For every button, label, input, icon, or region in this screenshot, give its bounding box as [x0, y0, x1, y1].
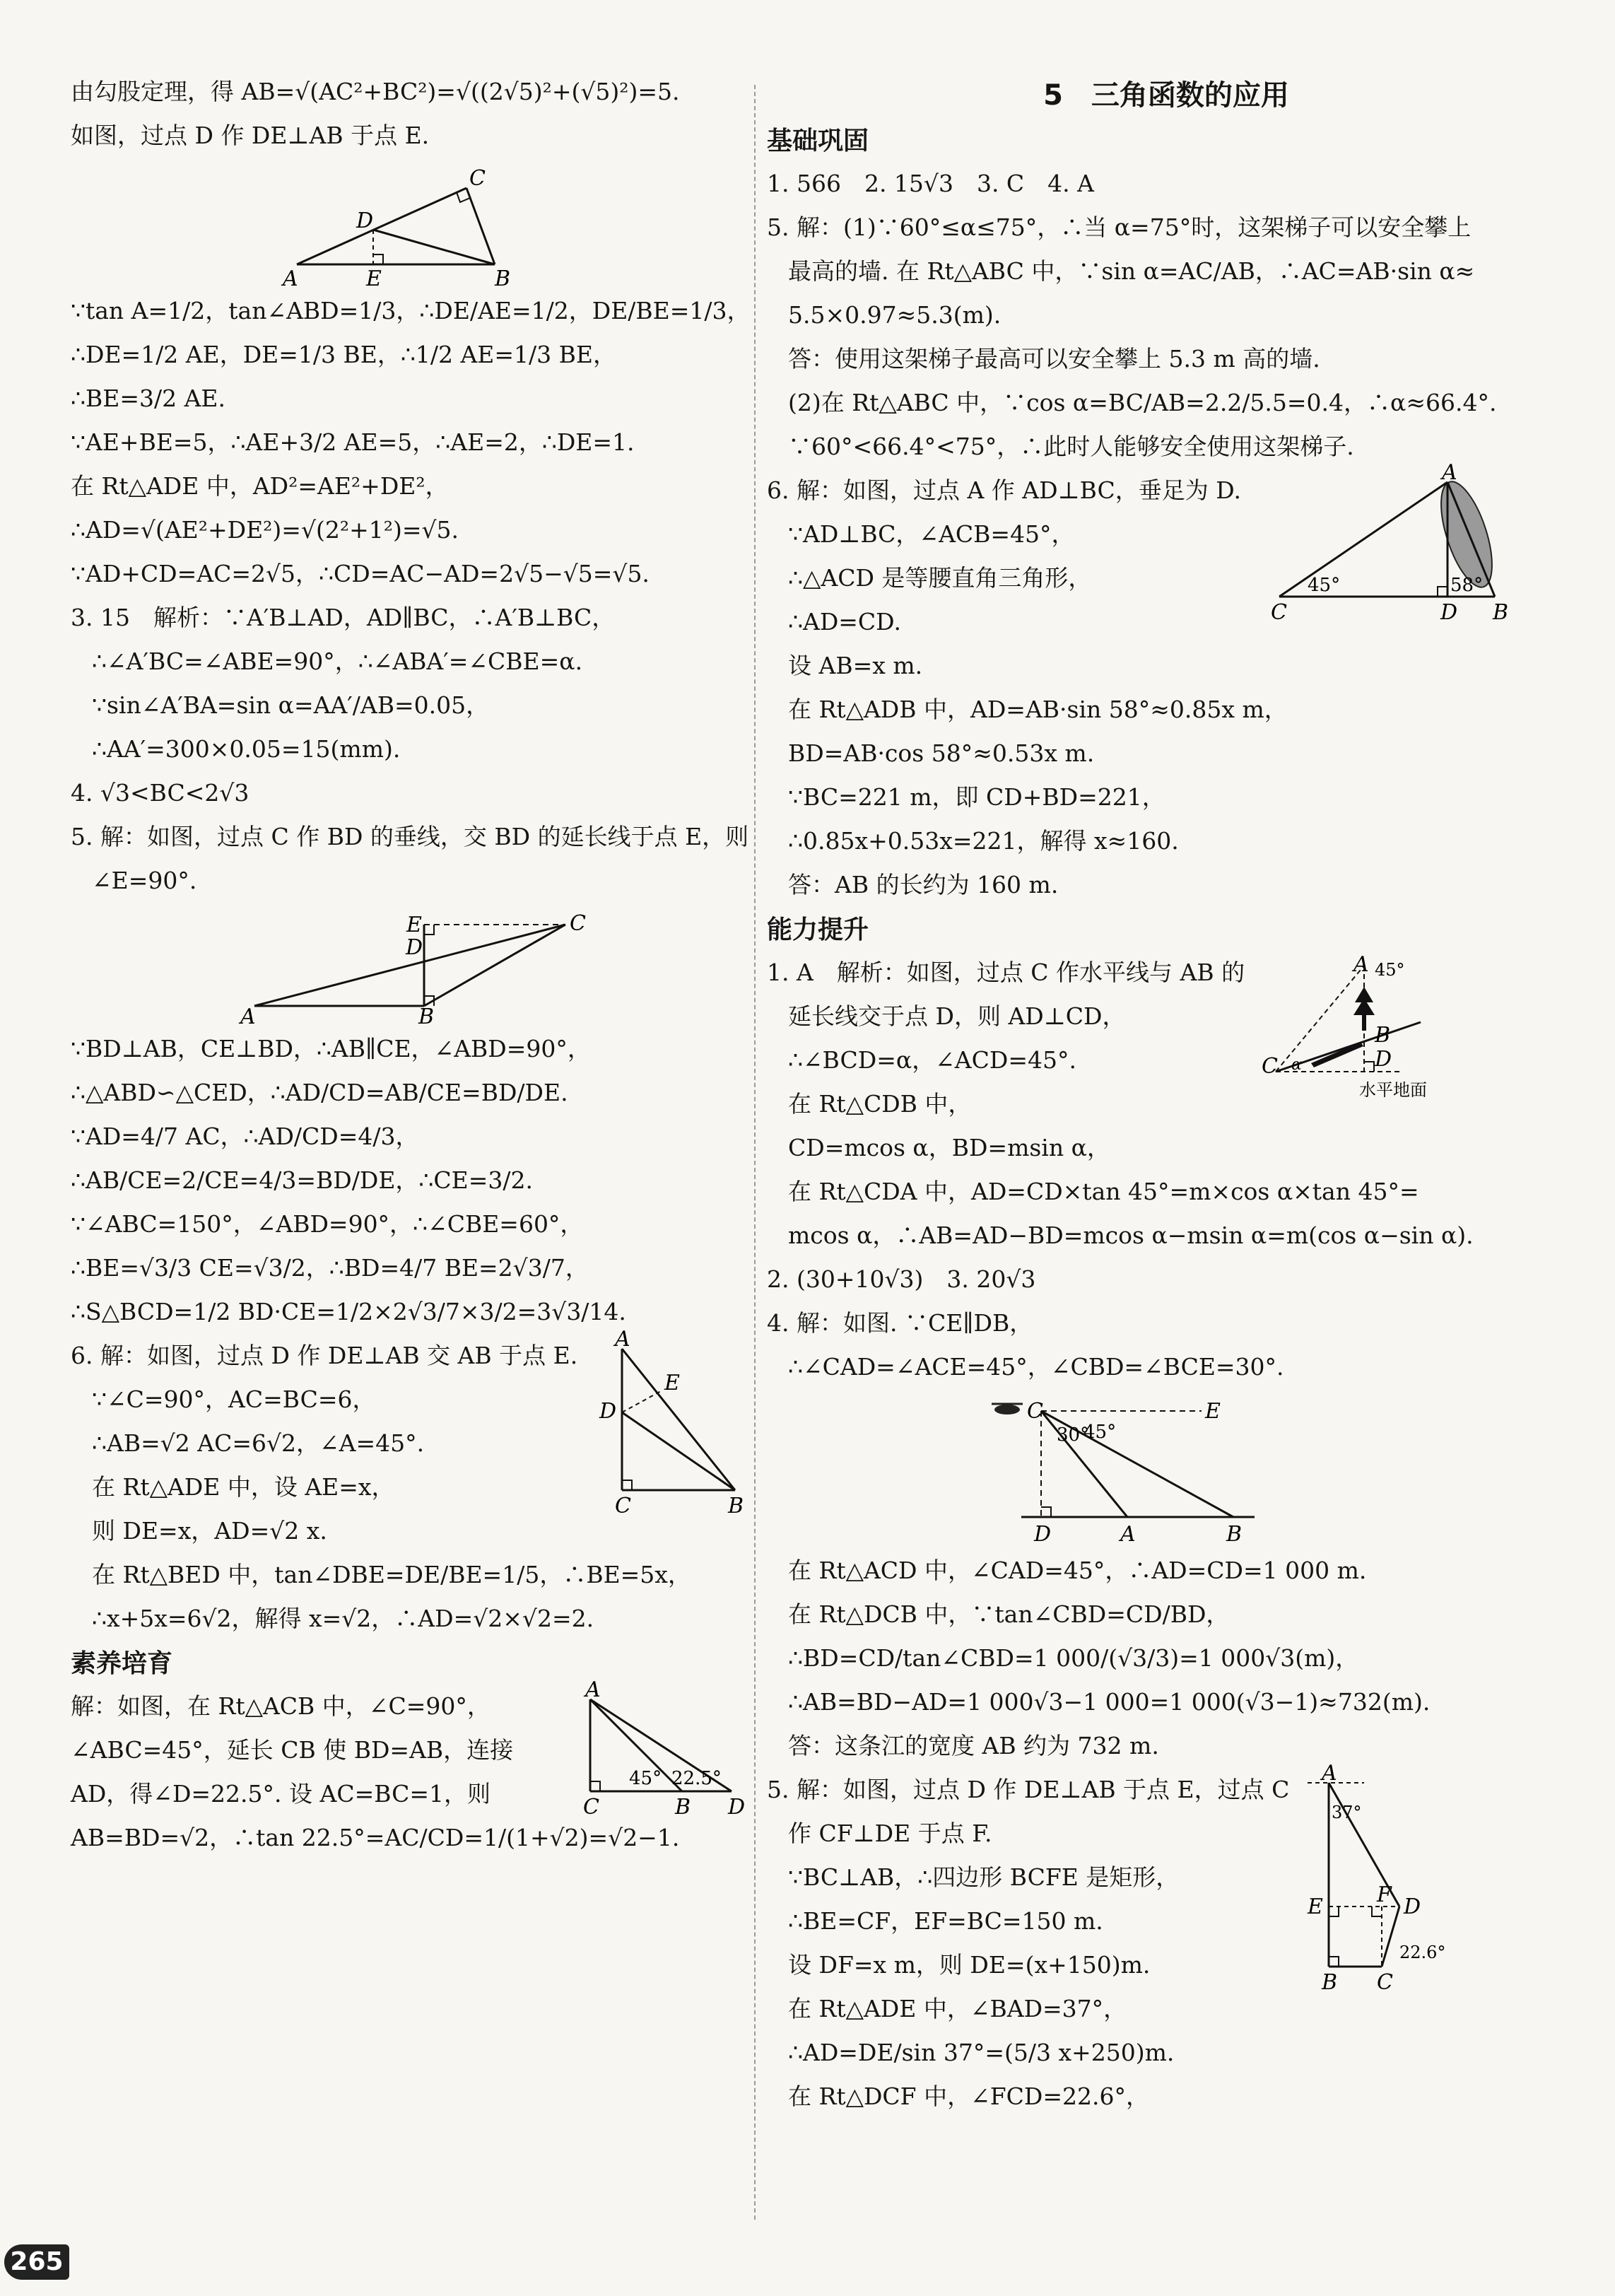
text-line: ∴BE=√3/3 CE=√3/2，∴BD=4/7 BE=2√3/7，	[71, 1254, 589, 1282]
right-angle-mark	[1372, 1906, 1382, 1916]
label-d: D	[1404, 1894, 1421, 1919]
text-line: AB=BD=√2，∴tan 22.5°=AC/CD=1/(1+√2)=√2−1.	[71, 1824, 680, 1851]
text-line: 则 DE=x，AD=√2 x.	[92, 1517, 327, 1545]
text-line: ∴x+5x=6√2，解得 x=√2，∴AD=√2×√2=2.	[92, 1605, 594, 1632]
right-angle-mark	[1041, 1507, 1051, 1517]
text-line: 在 Rt△ADB 中，AD=AB·sin 58°≈0.85x m，	[788, 696, 1288, 723]
text-line: ∵sin∠A′BA=sin α=AA′/AB=0.05，	[92, 691, 490, 719]
text-line: 在 Rt△ACD 中，∠CAD=45°，∴AD=CD=1 000 m.	[788, 1557, 1367, 1584]
text-line: 4. 解：如图. ∵CE∥DB，	[767, 1309, 1033, 1337]
text-line: ∠ABC=45°，延长 CB 使 BD=AB，连接	[71, 1736, 514, 1764]
label-d: D	[728, 1795, 746, 1820]
ability-block	[767, 952, 1566, 1760]
text-line: ∵∠C=90°，AC=BC=6，	[92, 1386, 376, 1413]
text-line: 5. 解：如图，过点 C 作 BD 的垂线，交 BD 的延长线于点 E，则	[71, 823, 749, 850]
text-line: ∴BD=CD/tan∠CBD=1 000/(√3/3)=1 000√3(m)，	[788, 1644, 1359, 1672]
text-line: 4. √3<BC<2√3	[71, 779, 249, 807]
segment-cd	[1382, 1906, 1399, 1967]
angle-label: α	[1291, 1056, 1302, 1074]
text-line: 由勾股定理，得 AB=√(AC²+BC²)=√((2√5)²+(√5)²)=5.	[71, 78, 680, 105]
column-divider	[754, 85, 756, 2220]
text-line: 6. 解：如图，过点 A 作 AD⊥BC，垂足为 D.	[767, 476, 1241, 504]
text-line: ∵∠ABC=150°，∠ABD=90°，∴∠CBE=60°，	[71, 1210, 584, 1238]
label-f: F	[1377, 1882, 1392, 1907]
label-b: B	[418, 1004, 435, 1029]
text-line: ∴∠BCD=α，∠ACD=45°.	[788, 1046, 1076, 1074]
label-c: C	[1271, 600, 1287, 625]
question-5-block	[767, 1761, 1566, 2111]
text-line: 设 AB=x m.	[788, 652, 923, 679]
label-d: D	[1440, 600, 1458, 625]
figure-triangle-ade	[71, 165, 742, 291]
right-angle-mark	[1329, 1957, 1339, 1967]
text-line: 5. 解：如图，过点 D 作 DE⊥AB 于点 E，过点 C	[767, 1776, 1290, 1803]
section-heading: 能力提升	[767, 915, 869, 944]
label-b: B	[1493, 600, 1509, 625]
label-a: A	[283, 266, 298, 291]
text-line: 解：如图，在 Rt△ACB 中，∠C=90°，	[71, 1692, 491, 1720]
label-a: A	[1353, 952, 1369, 977]
section-heading: 素养培育	[71, 1649, 173, 1678]
text-line: 在 Rt△ADE 中，∠BAD=37°，	[788, 1995, 1127, 2022]
label-c: C	[1377, 1970, 1393, 1995]
text-line: 在 Rt△BED 中，tan∠DBE=DE/BE=1/5，∴BE=5x，	[92, 1561, 691, 1588]
text-line: 5.5×0.97≈5.3(m).	[788, 301, 1002, 329]
label-d: D	[1034, 1522, 1052, 1547]
label-d: D	[1375, 1047, 1392, 1072]
right-angle-mark	[590, 1781, 600, 1791]
text-line: 在 Rt△DCB 中，∵tan∠CBD=CD/BD，	[788, 1600, 1230, 1628]
right-angle-mark	[622, 1480, 632, 1490]
text-line: ∵BD⊥AB，CE⊥BD，∴AB∥CE，∠ABD=90°，	[71, 1035, 591, 1062]
angle-label: 22.5°	[671, 1768, 722, 1789]
label-c: C	[583, 1795, 599, 1820]
figure-quadrilateral-abce	[71, 910, 742, 1029]
label-e: E	[1205, 1399, 1221, 1424]
text-line: 答：使用这架梯子最高可以安全攀上 5.3 m 高的墙.	[788, 345, 1320, 373]
label-e: E	[406, 913, 422, 937]
text-line: ∵60°<66.4°<75°，∴此时人能够安全使用这架梯子.	[788, 433, 1354, 460]
text-line: ∴AB/CE=2/CE=4/3=BD/DE，∴CE=3/2.	[71, 1166, 534, 1194]
segment-ca	[1279, 482, 1447, 597]
text-line: ∴∠CAD=∠ACE=45°，∠CBD=∠BCE=30°.	[788, 1353, 1284, 1381]
text-line: ∴AB=√2 AC=6√2，∠A=45°.	[92, 1429, 425, 1457]
text-line: 6. 解：如图，过点 D 作 DE⊥AB 交 AB 于点 E.	[71, 1342, 578, 1369]
text-line: ∴BE=3/2 AE.	[71, 385, 225, 412]
label-b: B	[1226, 1522, 1243, 1547]
label-a: A	[240, 1004, 256, 1029]
label-b: B	[675, 1795, 691, 1820]
left-column	[71, 78, 751, 1868]
text-line: BD=AB·cos 58°≈0.53x m.	[788, 739, 1095, 767]
text-line: ∵AD⊥BC，∠ACB=45°，	[788, 520, 1075, 548]
text-line: 答：这条江的宽度 AB 约为 732 m.	[788, 1732, 1159, 1759]
text-line: ∵tan A=1/2，tan∠ABD=1/3，∴DE/AE=1/2，DE/BE=1/3，	[71, 297, 751, 324]
shadow-shape	[1311, 1042, 1363, 1067]
text-line: 在 Rt△CDA 中，AD=CD×tan 45°=m×cos α×tan 45°=	[788, 1178, 1419, 1205]
text-line: ∵AE+BE=5，∴AE+3/2 AE=5，∴AE=2，∴DE=1.	[71, 428, 635, 456]
figure-slope-tree	[1262, 952, 1452, 1107]
text-line: ∴AD=√(AE²+DE²)=√(2²+1²)=√5.	[71, 516, 459, 544]
figure-quadrilateral-abcd	[1293, 1761, 1463, 1995]
text-line: ∴∠A′BC=∠ABE=90°，∴∠ABA′=∠CBE=α.	[92, 648, 583, 675]
right-angle-mark	[424, 925, 434, 935]
suyang-block	[71, 1677, 746, 1852]
right-angle-mark	[1438, 587, 1447, 597]
text-line: 在 Rt△ADE 中，AD²=AE²+DE²，	[71, 472, 449, 500]
text-line: ∵AD+CD=AC=2√5，∴CD=AC−AD=2√5−√5=√5.	[71, 560, 650, 587]
text-line: 设 DF=x m，则 DE=(x+150)m.	[788, 1951, 1151, 1979]
segment-db	[622, 1412, 735, 1490]
label-a: A	[585, 1677, 601, 1702]
ground-label: 水平地面	[1359, 1080, 1427, 1100]
text-line: 最高的墙. 在 Rt△ABC 中，∵sin α=AC/AB，∴AC=AB·sin α≈	[788, 257, 1475, 285]
label-b: B	[495, 266, 511, 291]
text-line: mcos α，∴AB=AD−BD=mcos α−msin α=m(cos α−sin α).	[788, 1222, 1474, 1249]
label-b: B	[1322, 1970, 1338, 1995]
right-column	[767, 78, 1566, 2126]
label-a: A	[615, 1327, 630, 1352]
label-b: B	[728, 1494, 744, 1518]
text-line: ∴BE=CF，EF=BC=150 m.	[788, 1907, 1103, 1935]
label-e: E	[1308, 1894, 1323, 1919]
figure-7-svg	[767, 1397, 1566, 1545]
page-number: 265	[4, 2244, 69, 2280]
label-b: B	[1375, 1023, 1391, 1048]
label-a: A	[1120, 1522, 1136, 1547]
right-angle-mark	[1329, 1906, 1339, 1916]
segment-db	[373, 230, 495, 264]
text-line: 延长线交于点 D，则 AD⊥CD，	[788, 1002, 1126, 1030]
chapter-title: 5 三角函数的应用	[1043, 79, 1289, 112]
helicopter-icon	[994, 1405, 1020, 1414]
text-line: ∴AB=BD−AD=1 000√3−1 000=1 000(√3−1)≈732(m).	[788, 1688, 1431, 1716]
right-angle-mark	[1364, 1062, 1374, 1072]
section-heading: 基础巩固	[767, 127, 869, 156]
text-line: ∠E=90°.	[92, 867, 197, 894]
text-line: ∴S△BCD=1/2 BD·CE=1/2×2√3/7×3/2=3√3/14.	[71, 1298, 626, 1325]
text-line: (2)在 Rt△ABC 中，∵cos α=BC/AB=2.2/5.5=0.4，∴α≈66.4°.	[788, 389, 1497, 416]
text-line: 在 Rt△ADE 中，设 AE=x，	[92, 1473, 395, 1501]
label-e: E	[366, 266, 382, 291]
label-a: A	[1322, 1761, 1337, 1786]
label-e: E	[664, 1371, 680, 1395]
text-line: ∴AD=CD.	[788, 608, 901, 636]
label-c: C	[469, 166, 486, 191]
label-d: D	[406, 935, 423, 960]
text-line: ∴AD=DE/sin 37°=(5/3 x+250)m.	[788, 2039, 1175, 2066]
text-line: ∵BC⊥AB，∴四边形 BCFE 是矩形，	[788, 1863, 1180, 1891]
text-line: 作 CF⊥DE 于点 F.	[788, 1820, 992, 1847]
figure-1-svg	[71, 165, 742, 291]
text-line: ∴0.85x+0.53x=221，解得 x≈160.	[788, 827, 1179, 855]
text-line: ∵AD=4/7 AC，∴AD/CD=4/3，	[71, 1123, 419, 1150]
text-line: AD，得∠D=22.5°. 设 AC=BC=1，则	[71, 1780, 491, 1808]
angle-label: 30°	[1057, 1424, 1090, 1446]
segment-ab	[622, 1349, 735, 1490]
angle-label: 45°	[1083, 1422, 1117, 1443]
text-line: ∴AA′=300×0.05=15(mm).	[92, 735, 401, 763]
question-6-block	[767, 460, 1566, 899]
text-line: 答：AB 的长约为 160 m.	[788, 871, 1059, 898]
figure-triangle-acd	[495, 1677, 746, 1820]
text-line: 如图，过点 D 作 DE⊥AB 于点 E.	[71, 122, 430, 149]
label-c: C	[1262, 1054, 1278, 1079]
label-d: D	[599, 1399, 617, 1424]
text-line: ∴△ACD 是等腰直角三角形，	[788, 564, 1092, 592]
label-c: C	[615, 1494, 631, 1518]
text-line: ∴△ABD∽△CED，∴AD/CD=AB/CE=BD/DE.	[71, 1079, 568, 1106]
text-line: 1. A 解析：如图，过点 C 作水平线与 AB 的	[767, 959, 1245, 986]
angle-label: 45°	[1375, 960, 1405, 980]
figure-2-svg	[71, 910, 742, 1029]
right-angle-mark	[373, 254, 383, 264]
label-c: C	[570, 911, 586, 936]
angle-label: 45°	[629, 1768, 662, 1789]
text-line: ∴DE=1/2 AE，DE=1/3 BE，∴1/2 AE=1/3 BE，	[71, 341, 616, 368]
text-line: 在 Rt△DCF 中，∠FCD=22.6°，	[788, 2083, 1149, 2110]
angle-label: 58°	[1450, 575, 1484, 596]
question-6-block	[71, 1327, 744, 1633]
angle-label: 22.6°	[1399, 1943, 1446, 1962]
segment-bc	[424, 925, 565, 1006]
angle-label: 45°	[1308, 575, 1341, 596]
text-line: 1. 566 2. 15√3 3. C 4. A	[767, 170, 1094, 197]
text-line: 在 Rt△CDB 中，	[788, 1090, 972, 1118]
label-c: C	[1027, 1399, 1043, 1424]
text-line: 2. (30+10√3) 3. 20√3	[767, 1265, 1036, 1293]
text-line: ∵BC=221 m，即 CD+BD=221，	[788, 783, 1165, 811]
figure-river-triangle	[1265, 460, 1534, 625]
label-a: A	[1442, 460, 1457, 485]
label-d: D	[356, 209, 374, 233]
text-line: 5. 解：(1)∵60°≤α≤75°，∴当 α=75°时，这架梯子可以安全攀上	[767, 213, 1472, 241]
figure-river-width	[767, 1397, 1566, 1545]
segment-ac	[297, 188, 466, 264]
text-line: 3. 15 解析：∵A′B⊥AD，AD∥BC，∴A′B⊥BC，	[71, 604, 616, 631]
angle-label: 37°	[1332, 1803, 1362, 1822]
text-line: CD=mcos α，BD=msin α，	[788, 1134, 1110, 1161]
segment-de	[622, 1391, 661, 1412]
segment-cb	[466, 188, 495, 264]
figure-triangle-abc	[587, 1327, 744, 1518]
tree-trunk	[1362, 1015, 1366, 1031]
